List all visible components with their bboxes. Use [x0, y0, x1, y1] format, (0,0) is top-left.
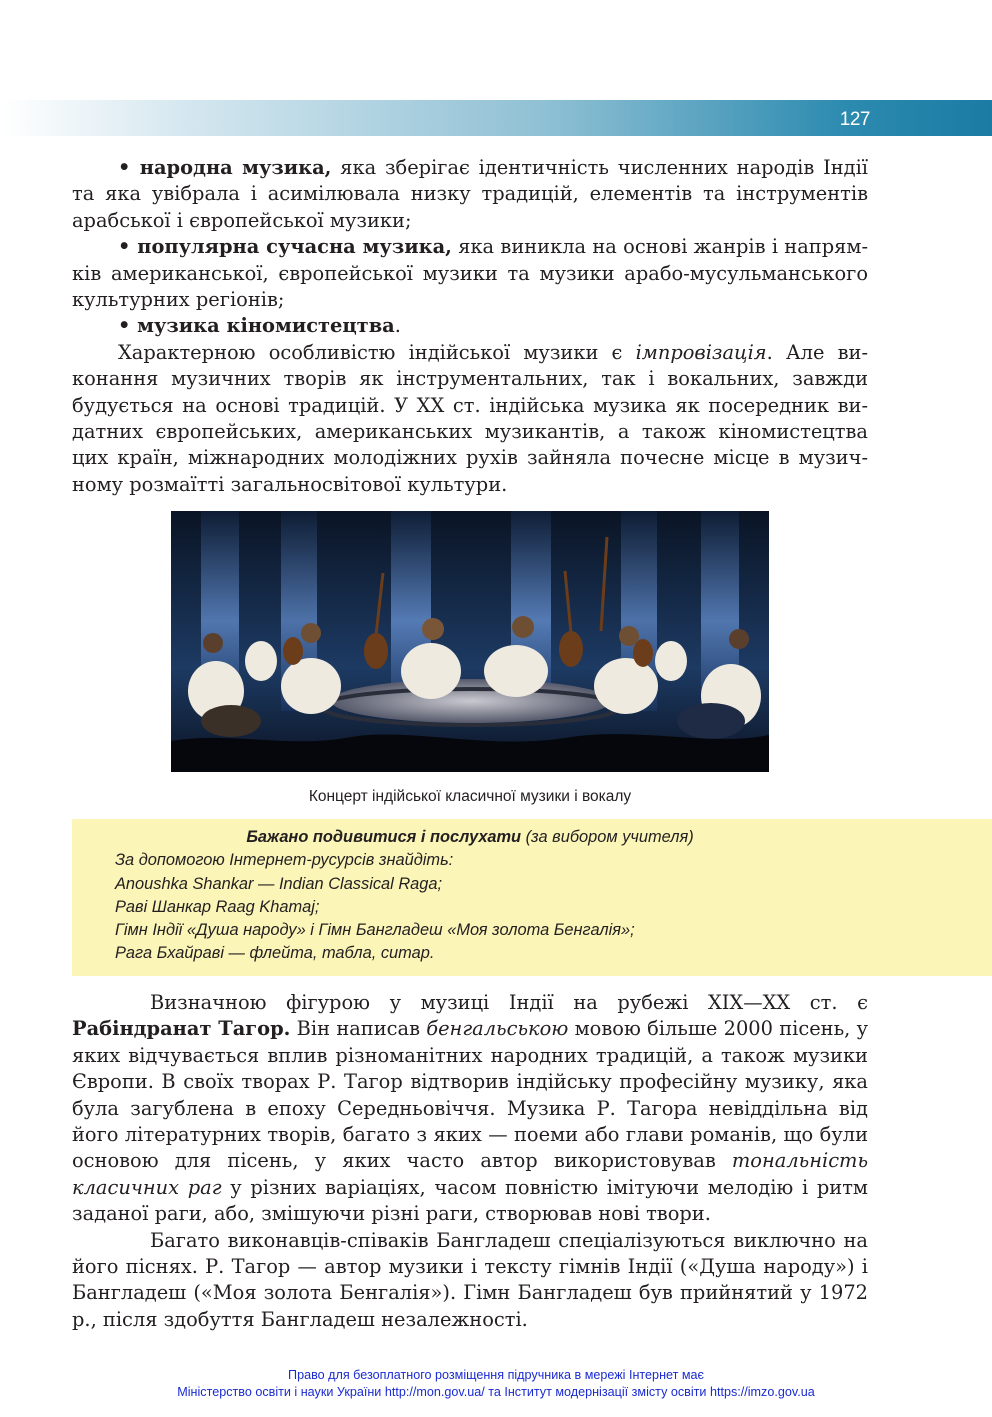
note-line: Рага Бхайраві — флейта, табла, ситар. [115, 944, 435, 963]
paragraph-improvisation [72, 340, 868, 498]
bullet-film-music [72, 313, 868, 339]
note-title-bold: Бажано подивитися і послухати [246, 828, 522, 846]
photo-caption: Концерт індійської класичної музики і вокалу [308, 788, 632, 805]
top-text-block [72, 155, 868, 498]
tagore-name: Рабіндранат Тагор. [72, 1017, 291, 1041]
bullet-popular-music-text: яка виникла на основі жанрів і напрямків американської, європейської музики та музики арабо-мусульманського культурних регіонів; [72, 235, 868, 312]
paragraph-bangladesh: Багато виконавців-співаків Бангладеш спеціалізуються виключно на його піснях. Р. Тагор — автор музики і тексту гімнів Індії («Душа народу») і Бангладеш («Моя золота Бенгалія»). Гімн Бангладеш був прийнятий у 1972 р., після здобуття Бангладеш незалежності. [72, 1228, 868, 1331]
concert-photo-illustration [171, 511, 769, 772]
footer-line-1: Право для безоплатного розміщення підручника в мережі Інтернет має [288, 1368, 704, 1382]
note-title-rest: (за вибором учителя) [521, 828, 694, 846]
page-number: 127 [839, 109, 870, 130]
footer-line-2: Міністерство освіти і науки України http://mon.gov.ua/ та Інститут модернізації змісту освіти https://imzo.gov.ua [177, 1384, 815, 1399]
bullet-film-music-text: . [394, 314, 401, 338]
tagore-text-1: Визначною фігурою у музиці Індії на рубежі ХІХ—ХХ ст. є [150, 991, 868, 1014]
paragraph-improvisation-before: Характерною особливістю індійської музики є [118, 340, 636, 364]
tagore-text-4: у різних варіаціях, часом повністю імітуючи мелодію і ритм заданої раги, або, змішуючи різні раги, створював нові твори. [72, 1175, 869, 1226]
tagore-text-2: Він написав [290, 1017, 427, 1041]
bullet-folk-music-term: • народна музика, [118, 156, 332, 179]
bullet-popular-music [72, 234, 868, 313]
note-title [72, 826, 868, 849]
header-band [0, 100, 992, 136]
bullet-film-music-term: • музика кіномистецтва [118, 314, 395, 338]
tagore-italic-1: бенгальською [426, 1017, 569, 1041]
note-line: За допомогою Інтернет-русурсів знайдіть: [115, 851, 454, 870]
note-box [72, 819, 992, 976]
paragraph-tagore [72, 990, 868, 1228]
tagore-text-3: мовою більше 2000 пісень, у яких відчувається вплив різноманітних народних традицій, а також музики Європи. В своїх творах Р. Тагор відтворив індійську професійну музику, яка була загублена в епоху Середньовіччя. Музика Р. Тагора невіддільна від його літературних творів, багато з яких — поеми або глави романів, що були основою для пісень, у яких часто автор використовував [72, 1017, 868, 1173]
concert-photo [171, 511, 769, 772]
note-line: Anoushka Shankar — Indian Classical Raga; [115, 874, 443, 893]
note-line: Гімн Індії «Душа народу» і Гімн Бангладеш «Моя золота Бенгалія»; [115, 921, 635, 940]
note-lines [115, 849, 992, 965]
footer-notice [0, 1367, 992, 1400]
note-line: Раві Шанкар Raag Khamaj; [115, 897, 320, 916]
bullet-popular-music-term: • популярна сучасна музика, [118, 235, 452, 259]
bullet-folk-music-text: яка зберігає ідентичність численних народів Індії та яка увібрала і асимілювала низку традицій, елементів та інструментів арабської і європейської музики; [72, 156, 869, 232]
paragraph-improvisation-term: імпровізація [635, 340, 767, 364]
paragraph-improvisation-after: . Але виконання музичних творів як інструментальних, так і вокальних, завжди будується на основі традицій. У ХХ ст. індійська музика як посередник видатних європейських, американських музикантів, а також кіномистецтва цих країн, міжнародних молодіжних рухів зайняла почесне місце в музичному розмаїтті загальносвітової культури. [72, 340, 868, 496]
bullet-folk-music [72, 155, 868, 234]
bottom-text-block [72, 990, 868, 1333]
tagore-italic-2: тональність класичних раг [72, 1149, 868, 1199]
